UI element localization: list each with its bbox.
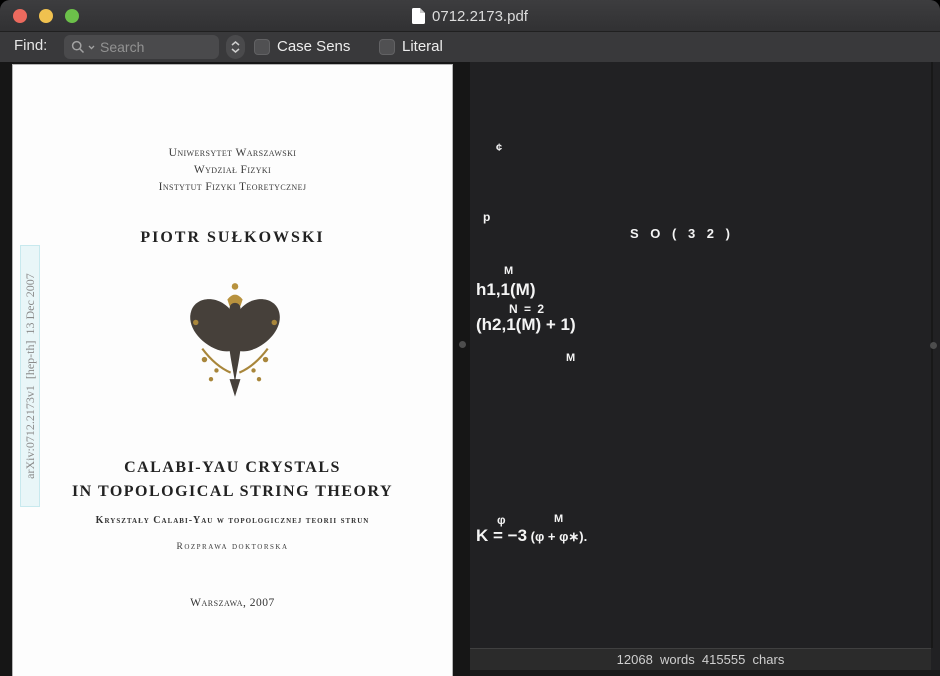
traffic-lights bbox=[13, 9, 79, 23]
institution-line: Instytut Fizyki Teoretycznej bbox=[158, 181, 307, 193]
literal-checkbox[interactable] bbox=[379, 39, 395, 55]
scrollbar-track[interactable] bbox=[931, 62, 933, 648]
place-and-date: Warszawa, 2007 bbox=[190, 597, 275, 609]
search-icon bbox=[71, 40, 85, 54]
university-eagle-emblem bbox=[180, 281, 290, 406]
window-bottom-edge bbox=[470, 670, 940, 676]
literal-label[interactable]: Literal bbox=[402, 38, 443, 55]
text-fragment: φ bbox=[497, 513, 506, 527]
content-area bbox=[0, 62, 940, 676]
find-label: Find: bbox=[14, 37, 48, 54]
thesis-title-line1: CALABI-YAU CRYSTALS bbox=[124, 459, 341, 476]
pdf-page-pane[interactable] bbox=[0, 62, 470, 676]
text-fragment: M bbox=[554, 513, 564, 525]
text-fragment: M bbox=[566, 352, 576, 364]
text-fragment: p bbox=[483, 210, 491, 224]
text-fragment: S O ( 3 2 ) bbox=[630, 226, 734, 241]
find-toolbar bbox=[0, 32, 940, 62]
text-fragment: M bbox=[504, 265, 514, 277]
pdf-page bbox=[12, 64, 453, 676]
equation-paren: (φ + φ∗). bbox=[527, 529, 588, 544]
word-count-text: 12068 words 415555 chars bbox=[616, 652, 785, 667]
text-fragment: N = 2 bbox=[509, 302, 546, 316]
search-input[interactable] bbox=[98, 38, 212, 56]
text-fragment: h1,1(M) bbox=[476, 280, 536, 299]
splitter-handle-left[interactable] bbox=[459, 341, 466, 348]
previous-match-button[interactable] bbox=[231, 41, 240, 46]
next-match-button[interactable] bbox=[231, 48, 240, 53]
window-title: 0712.2173.pdf bbox=[432, 7, 528, 25]
document-icon bbox=[412, 8, 425, 24]
arxiv-stamp-link[interactable]: arXiv:0712.2173v1 [hep-th] 13 Dec 2007 bbox=[20, 245, 40, 507]
window-title-group bbox=[0, 0, 940, 32]
minimize-button[interactable] bbox=[39, 9, 53, 23]
text-fragment-equation bbox=[476, 526, 587, 546]
find-search-field[interactable] bbox=[64, 35, 219, 59]
word-count-status-bar bbox=[470, 648, 931, 670]
equation-main: K = −3 bbox=[476, 526, 528, 545]
close-button[interactable] bbox=[13, 9, 27, 23]
title-bar bbox=[0, 0, 940, 32]
text-fragment: (h2,1(M) + 1) bbox=[476, 315, 576, 334]
institution-line: Wydział Fizyki bbox=[193, 164, 272, 176]
extracted-text-pane[interactable] bbox=[470, 62, 940, 676]
zoom-button[interactable] bbox=[65, 9, 79, 23]
thesis-type: Rozprawa doktorska bbox=[176, 542, 289, 552]
institution-line: Uniwersytet Warszawski bbox=[168, 147, 297, 159]
thesis-subtitle-polish: Kryształy Calabi-Yau w topologicznej teorii strun bbox=[95, 515, 370, 526]
find-result-stepper bbox=[226, 35, 245, 59]
institution-block bbox=[13, 145, 452, 196]
search-menu-chevron-icon[interactable] bbox=[88, 45, 95, 50]
thesis-title-line2: IN TOPOLOGICAL STRING THEORY bbox=[71, 483, 394, 500]
author-name: PIOTR SUŁKOWSKI bbox=[140, 229, 325, 246]
case-sensitive-checkbox[interactable] bbox=[254, 39, 270, 55]
scrollbar-handle[interactable] bbox=[930, 342, 937, 349]
case-sensitive-label[interactable]: Case Sens bbox=[277, 38, 351, 55]
text-fragment: ¢ bbox=[496, 142, 503, 154]
